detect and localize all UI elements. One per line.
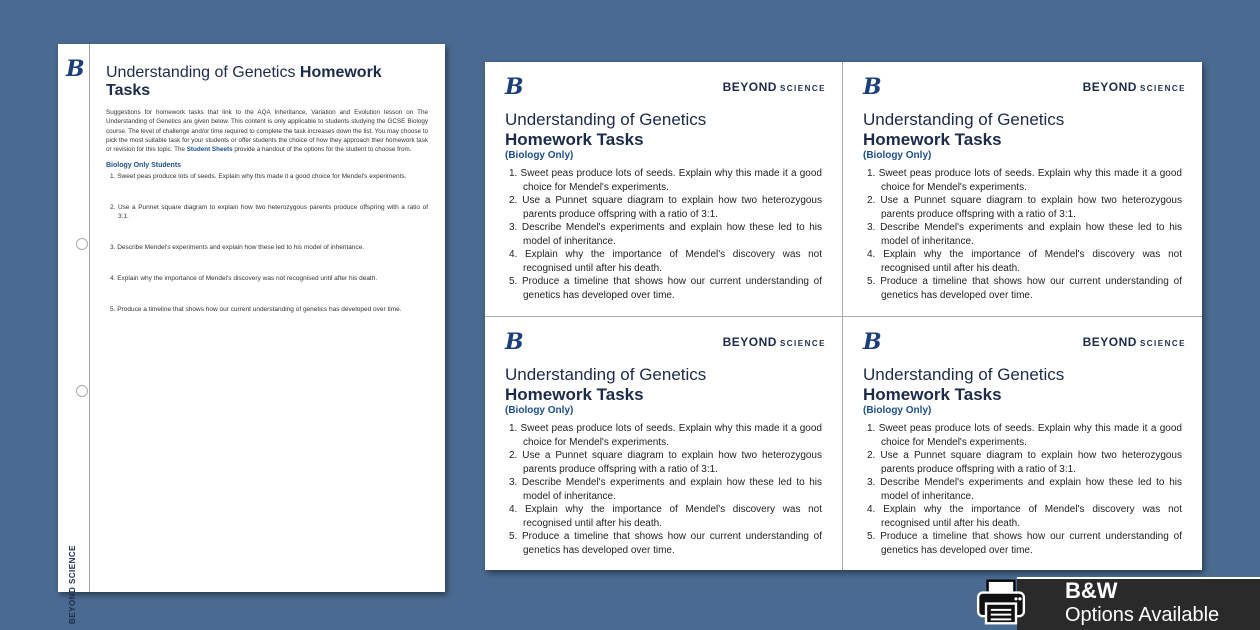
task-item: 5. Produce a timeline that shows how our current understanding of genetics has developed over time. [110, 306, 402, 314]
brand-name: BEYOND SCIENCE [1082, 80, 1186, 94]
task-item: 4. Explain why the importance of Mendel's discovery was not recognised until after his death. [509, 249, 822, 274]
printer-icon [975, 576, 1027, 628]
page-margin-strip [58, 44, 90, 624]
task-item: 3. Describe Mendel's experiments and explain how these led to his model of inheritance. [509, 222, 822, 247]
task-item: 2. Use a Punnet square diagram to explain how two heterozygous parents produce offspring with a ratio of 3:1. [110, 204, 428, 221]
task-item: 2. Use a Punnet square diagram to explain how two heterozygous parents produce offspring with a ratio of 3:1. [867, 450, 1182, 475]
intro-text: Suggestions for homework tasks that link to the AQA Inheritance, Variation and Evolution lesson on The Understanding of Genetics are given below. This content is only applicable to students studying the GCSE Biology course. The level of challenge and/or time required to complete the task increases down the list. You may choose to pick the most suitable task for your students or offer students the choice of how they approach their homework task or revision for this topic. The Student Sheets provide a handout of the options for the student to choose from. [106, 109, 428, 154]
student-sheet [485, 62, 1202, 570]
beyond-logo: B [66, 56, 85, 82]
task-item: 5. Produce a timeline that shows how our current understanding of genetics has developed over time. [867, 276, 1182, 301]
task-item: 4. Explain why the importance of Mendel's discovery was not recognised until after his death. [867, 504, 1182, 529]
task-item: 4. Explain why the importance of Mendel's discovery was not recognised until after his death. [110, 275, 378, 283]
task-list [505, 422, 826, 557]
task-item: 3. Describe Mendel's experiments and explain how these led to his model of inheritance. [867, 222, 1182, 247]
task-card [485, 62, 843, 317]
task-item: 2. Use a Punnet square diagram to explain how two heterozygous parents produce offspring with a ratio of 3:1. [867, 195, 1182, 220]
card-subtitle: (Biology Only) [505, 405, 574, 416]
brand-name: BEYOND SCIENCE [722, 335, 826, 349]
beyond-logo: B [505, 329, 524, 355]
punch-hole [76, 238, 88, 250]
brand-vertical: BEYOND SCIENCE [68, 544, 77, 624]
task-item: 1. Sweet peas produce lots of seeds. Explain why this made it a good choice for Mendel's experiments. [867, 168, 1182, 193]
punch-hole [76, 385, 88, 397]
task-item: 2. Use a Punnet square diagram to explain how two heterozygous parents produce offspring with a ratio of 3:1. [509, 450, 822, 475]
task-list [863, 167, 1186, 302]
task-card [843, 317, 1202, 570]
beyond-logo: B [863, 329, 882, 355]
task-item: 5. Produce a timeline that shows how our current understanding of genetics has developed over time. [867, 531, 1182, 556]
task-item: 3. Describe Mendel's experiments and explain how these led to his model of inheritance. [509, 477, 822, 502]
beyond-logo: B [863, 74, 882, 100]
task-list [106, 172, 428, 314]
teacher-page [58, 44, 445, 624]
task-item: 4. Explain why the importance of Mendel's discovery was not recognised until after his death. [509, 504, 822, 529]
card-subtitle: (Biology Only) [863, 405, 932, 416]
subheading: Biology Only Students [106, 162, 182, 170]
card-title: Understanding of Genetics [863, 365, 1065, 384]
task-item: 1. Sweet peas produce lots of seeds. Explain why this made it a good choice for Mendel's experiments. [509, 168, 822, 193]
task-item: 5. Produce a timeline that shows how our current understanding of genetics has developed over time. [509, 276, 822, 301]
task-item: 1. Sweet peas produce lots of seeds. Explain why this made it a good choice for Mendel's experiments. [509, 423, 822, 448]
task-item: 1. Sweet peas produce lots of seeds. Explain why this made it a good choice for Mendel's experiments. [110, 173, 407, 181]
task-list [505, 167, 826, 302]
task-item: 3. Describe Mendel's experiments and explain how these led to his model of inheritance. [110, 244, 365, 252]
card-title-bold: Homework Tasks [863, 385, 1002, 404]
brand-name: BEYOND SCIENCE [722, 80, 826, 94]
task-item: 1. Sweet peas produce lots of seeds. Explain why this made it a good choice for Mendel's experiments. [867, 423, 1182, 448]
task-list [863, 422, 1186, 557]
task-card [843, 62, 1202, 317]
task-item: 5. Produce a timeline that shows how our current understanding of genetics has developed over time. [509, 531, 822, 556]
card-title: Understanding of Genetics [505, 365, 707, 384]
card-title: Understanding of Genetics [863, 110, 1065, 129]
task-item: 2. Use a Punnet square diagram to explain how two heterozygous parents produce offspring with a ratio of 3:1. [509, 195, 822, 220]
card-subtitle: (Biology Only) [863, 150, 932, 161]
card-title-bold: Homework Tasks [505, 385, 644, 404]
task-card [485, 317, 843, 570]
task-item: 4. Explain why the importance of Mendel's discovery was not recognised until after his death. [867, 249, 1182, 274]
card-subtitle: (Biology Only) [505, 150, 574, 161]
badge-title: B&W [1065, 578, 1118, 603]
card-title-bold: Homework Tasks [863, 130, 1002, 149]
card-title-bold: Homework Tasks [505, 130, 644, 149]
page-title: Understanding of Genetics Homework Tasks [106, 64, 382, 99]
brand-name: BEYOND SCIENCE [1082, 335, 1186, 349]
task-item: 3. Describe Mendel's experiments and explain how these led to his model of inheritance. [867, 477, 1182, 502]
card-title: Understanding of Genetics [505, 110, 707, 129]
beyond-logo: B [505, 74, 524, 100]
badge-subtitle: Options Available [1065, 604, 1220, 626]
